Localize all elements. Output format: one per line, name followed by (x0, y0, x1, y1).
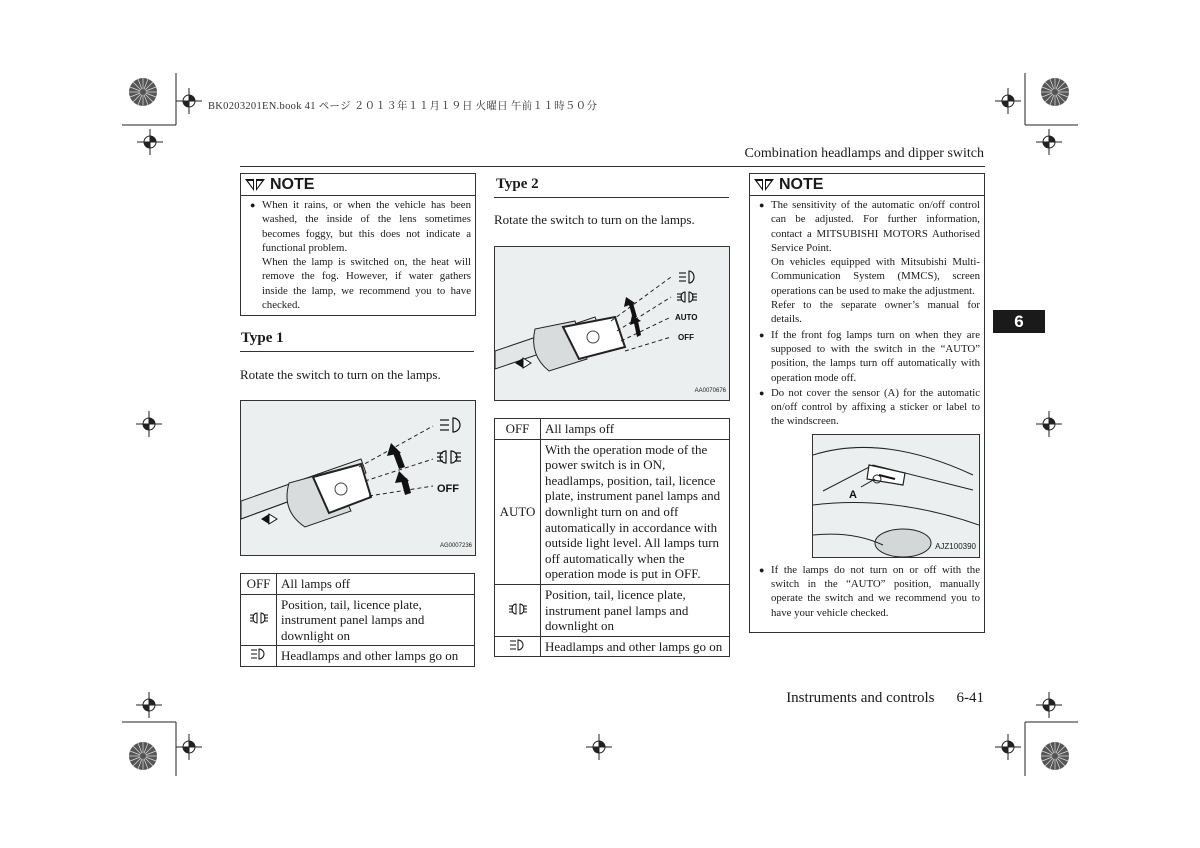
table-row (241, 574, 475, 595)
table-desc: All lamps off (277, 574, 475, 595)
type1-rule (240, 351, 474, 352)
table-desc: With the operation mode of the power switch is in ON, headlamps, position, tail, licence plate, instrument panel lamps and downlight turn on and off automatically in accordance with outside light level. All lamps turn off automatically when the operation mode is put in OFF. (541, 439, 730, 584)
table-key: AUTO (495, 439, 541, 584)
note-item: ● If the lamps do not turn on or off with the switch in the “AUTO” position, manually operate the switch and we recommend you to have your vehicle checked. (760, 563, 980, 620)
table-row (495, 439, 730, 584)
header-rule (240, 166, 985, 167)
type1-lamp-table (240, 573, 475, 667)
position-lamps-icon (495, 584, 541, 636)
table-desc: Position, tail, licence plate, instrument panel lamps and downlight on (277, 594, 475, 646)
type1-title: Type 1 (241, 330, 284, 346)
table-desc: Headlamps and other lamps go on (541, 636, 730, 657)
note-box-right (749, 173, 985, 633)
page-footer (786, 690, 984, 707)
note-icon (753, 178, 775, 192)
type2-rule (494, 197, 729, 198)
fig1-off-label: OFF (437, 483, 459, 495)
note-item-extra: Refer to the separate owner’s manual for details. (771, 299, 980, 326)
type2-title: Type 2 (496, 176, 539, 192)
note-title: NOTE (779, 175, 824, 193)
note-item: ● The sensitivity of the automatic on/off control can be adjusted. For further information, contact a MITSUBISHI MOTORS Authorised Service Point. (760, 198, 980, 255)
note-header (750, 174, 984, 196)
note-item-extra: When the lamp is switched on, the heat will remove the fog. However, if water gathers inside the lamp, we recommend you to have checked. (262, 256, 471, 312)
type1-switch-figure (240, 400, 476, 556)
note-item: ● When it rains, or when the vehicle has been washed, the inside of the lens sometimes becomes foggy, but this does not indicate a functional problem. (251, 198, 471, 255)
page-number: 6-41 (956, 690, 984, 706)
footer-section: Instruments and controls (786, 690, 935, 706)
note-header (241, 174, 475, 196)
chapter-tab: 6 (993, 310, 1045, 333)
headlamps-icon (241, 646, 277, 667)
note-item: ● Do not cover the sensor (A) for the automatic on/off control by affixing a sticker or label to the windscreen. (760, 386, 980, 429)
running-title: Combination headlamps and dipper switch (744, 146, 984, 161)
type2-lamp-table (494, 418, 730, 657)
table-row (495, 636, 730, 657)
sensor-label-a: A (849, 488, 857, 501)
figure-code: AJZ100390 (935, 542, 976, 552)
table-row (495, 584, 730, 636)
table-key: OFF (495, 419, 541, 440)
table-key: OFF (241, 574, 277, 595)
figure-code: AA0070676 (694, 388, 726, 394)
switch-illustration (241, 401, 475, 555)
table-desc: All lamps off (541, 419, 730, 440)
note-item: ● If the front fog lamps turn on when they are supposed to with the switch in the “AUTO” position, the lamps turn off automatically with operation mode off. (760, 328, 980, 385)
table-desc: Headlamps and other lamps go on (277, 646, 475, 667)
windscreen-illustration (813, 435, 979, 557)
figure-code: AG0007236 (439, 543, 472, 549)
fig2-auto-label: AUTO (675, 313, 698, 322)
note-title: NOTE (270, 175, 315, 193)
type2-switch-figure (494, 246, 730, 401)
type2-instruction: Rotate the switch to turn on the lamps. (494, 212, 695, 227)
switch-illustration (495, 247, 729, 400)
table-row (495, 419, 730, 440)
book-info-slug: BK0203201EN.book 41 ページ ２０１３年１１月１９日 火曜日 午前１１時５０分 (208, 101, 598, 112)
position-lamps-icon (241, 594, 277, 646)
headlamps-icon (495, 636, 541, 657)
table-row (241, 594, 475, 646)
table-row (241, 646, 475, 667)
note-icon (244, 178, 266, 192)
type1-instruction: Rotate the switch to turn on the lamps. (240, 367, 441, 382)
note-box-left (240, 173, 476, 316)
sensor-figure (812, 434, 980, 558)
note-item-extra: On vehicles equipped with Mitsubishi Multi-Communication System (MMCS), screen operations can be used to make the adjustment. (771, 256, 980, 297)
fig2-off-label: OFF (678, 333, 694, 342)
table-desc: Position, tail, licence plate, instrument panel lamps and downlight on (541, 584, 730, 636)
